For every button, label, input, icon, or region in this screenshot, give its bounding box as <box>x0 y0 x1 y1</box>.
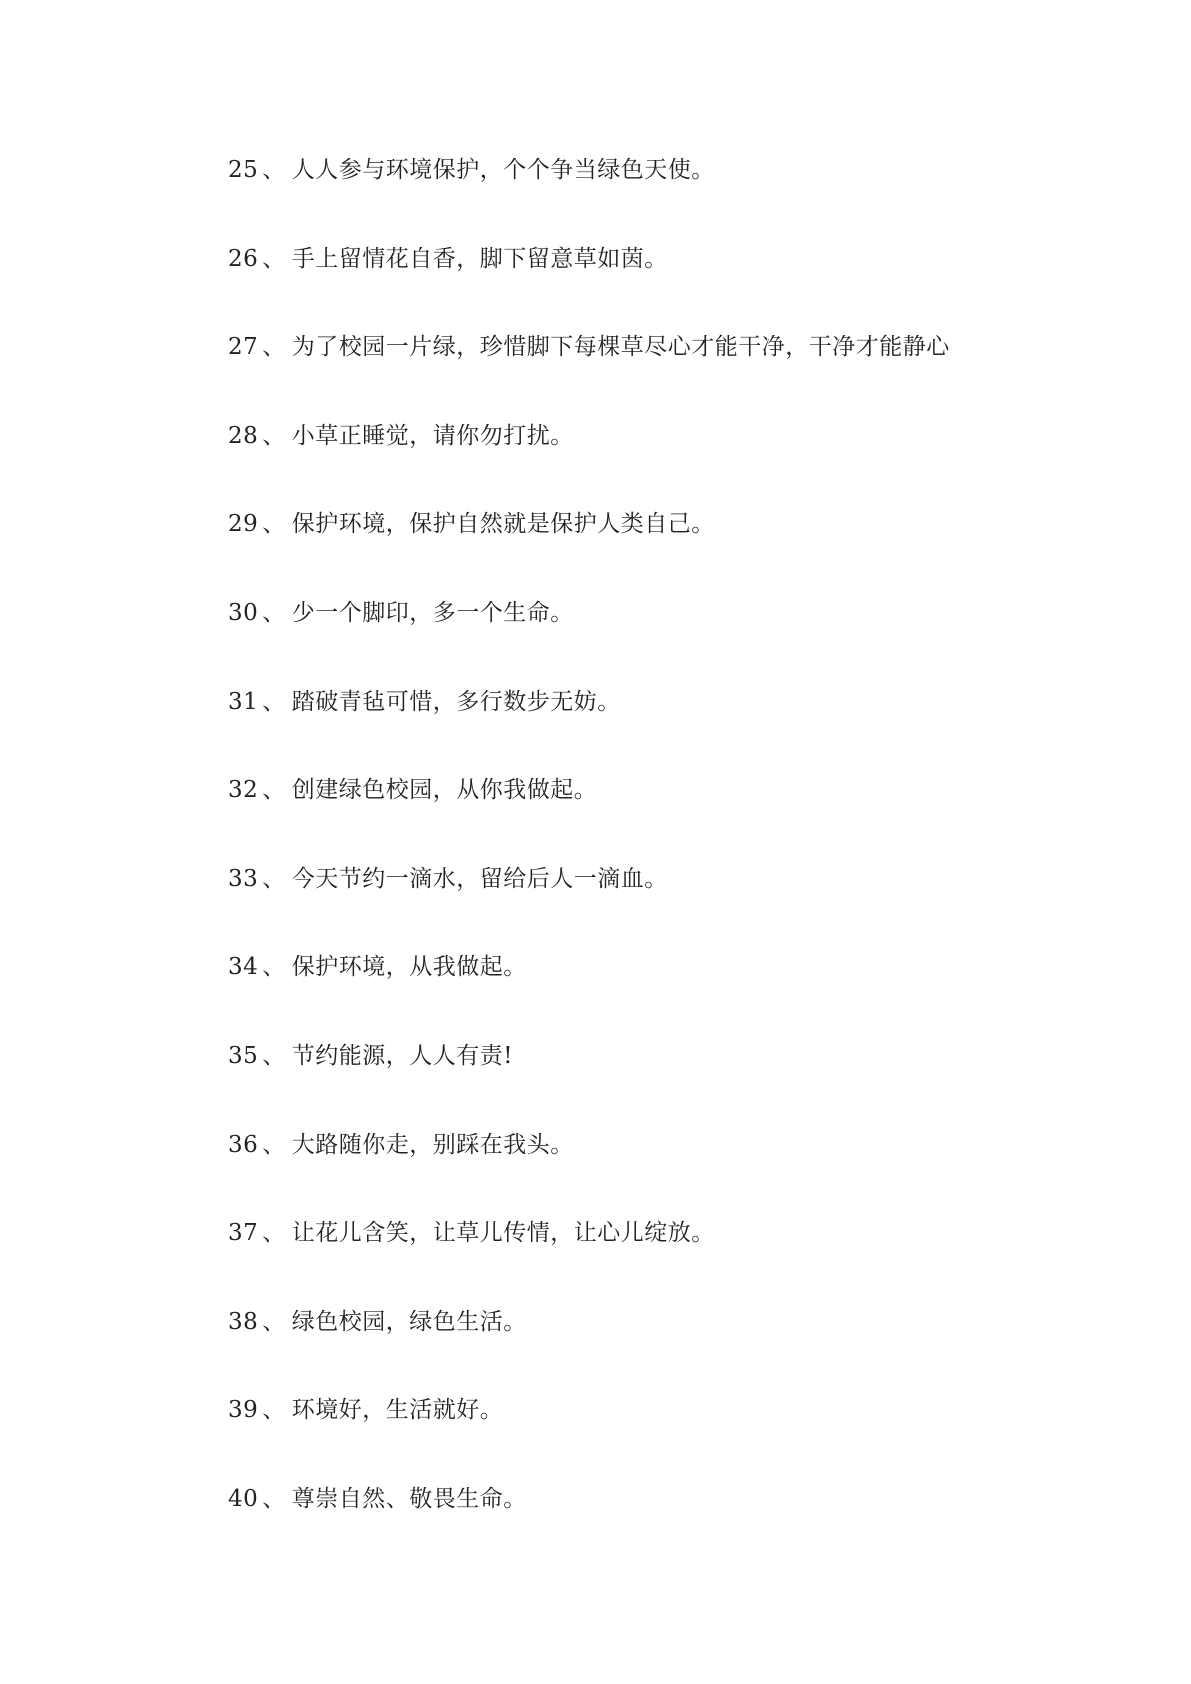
item-text: 少一个脚印，多一个生命。 <box>291 599 574 626</box>
item-number: 27 <box>228 334 259 361</box>
item-text: 为了校园一片绿，珍惜脚下每棵草尽心才能干净，干净才能静心 <box>291 334 950 361</box>
item-separator: 、 <box>262 1042 286 1069</box>
list-item <box>228 682 1128 771</box>
list-item <box>228 416 1128 505</box>
list-item <box>228 947 1128 1036</box>
item-number: 31 <box>228 688 259 715</box>
item-text: 手上留情花自香，脚下留意草如茵。 <box>291 245 668 272</box>
item-text: 人人参与环境保护，个个争当绿色天使。 <box>291 157 715 183</box>
item-separator: 、 <box>262 334 286 361</box>
item-number: 33 <box>228 865 259 892</box>
list-item <box>228 150 1128 239</box>
item-number: 40 <box>228 1485 259 1512</box>
item-number: 34 <box>228 954 259 981</box>
list-item <box>228 593 1128 682</box>
item-separator: 、 <box>262 511 286 538</box>
item-separator: 、 <box>262 954 286 981</box>
item-text: 创建绿色校园，从你我做起。 <box>291 777 598 804</box>
item-text: 绿色校园，绿色生活。 <box>291 1308 527 1335</box>
item-text: 环境好，生活就好。 <box>291 1397 504 1424</box>
list-item <box>228 859 1128 948</box>
item-separator: 、 <box>262 157 286 183</box>
item-text: 保护环境，从我做起。 <box>291 954 527 981</box>
item-number: 39 <box>228 1397 259 1424</box>
item-separator: 、 <box>262 777 286 804</box>
item-number: 35 <box>228 1042 259 1069</box>
item-number: 38 <box>228 1308 259 1335</box>
item-text: 今天节约一滴水，留给后人一滴血。 <box>291 865 668 892</box>
item-separator: 、 <box>262 245 286 272</box>
list-item <box>228 1213 1128 1302</box>
list-item <box>228 1036 1128 1125</box>
list-item <box>228 327 1128 416</box>
item-number: 25 <box>228 157 259 183</box>
item-text: 小草正睡觉，请你勿打扰。 <box>291 422 574 449</box>
item-text: 让花儿含笑，让草儿传情，让心儿绽放。 <box>291 1220 715 1247</box>
item-separator: 、 <box>262 1220 286 1247</box>
list-item <box>228 504 1128 593</box>
list-item <box>228 1125 1128 1214</box>
item-separator: 、 <box>262 1397 286 1424</box>
item-text: 节约能源，人人有责! <box>291 1042 514 1069</box>
item-separator: 、 <box>262 1131 286 1158</box>
item-number: 37 <box>228 1220 259 1247</box>
item-text: 踏破青毡可惜，多行数步无妨。 <box>291 688 621 715</box>
list-item <box>228 1302 1128 1391</box>
item-number: 28 <box>228 422 259 449</box>
list-item <box>228 1390 1128 1479</box>
list-item <box>228 239 1128 328</box>
slogan-list <box>228 150 1128 1568</box>
item-number: 32 <box>228 777 259 804</box>
item-number: 29 <box>228 511 259 538</box>
item-text: 大路随你走，别踩在我头。 <box>291 1131 574 1158</box>
item-separator: 、 <box>262 1308 286 1335</box>
item-number: 36 <box>228 1131 259 1158</box>
item-separator: 、 <box>262 1485 286 1512</box>
item-text: 保护环境，保护自然就是保护人类自己。 <box>291 511 715 538</box>
item-number: 30 <box>228 599 259 626</box>
list-item <box>228 770 1128 859</box>
item-separator: 、 <box>262 688 286 715</box>
item-separator: 、 <box>262 599 286 626</box>
item-number: 26 <box>228 245 259 272</box>
item-text: 尊崇自然、敬畏生命。 <box>291 1485 527 1512</box>
list-item <box>228 1479 1128 1568</box>
item-separator: 、 <box>262 865 286 892</box>
item-separator: 、 <box>262 422 286 449</box>
